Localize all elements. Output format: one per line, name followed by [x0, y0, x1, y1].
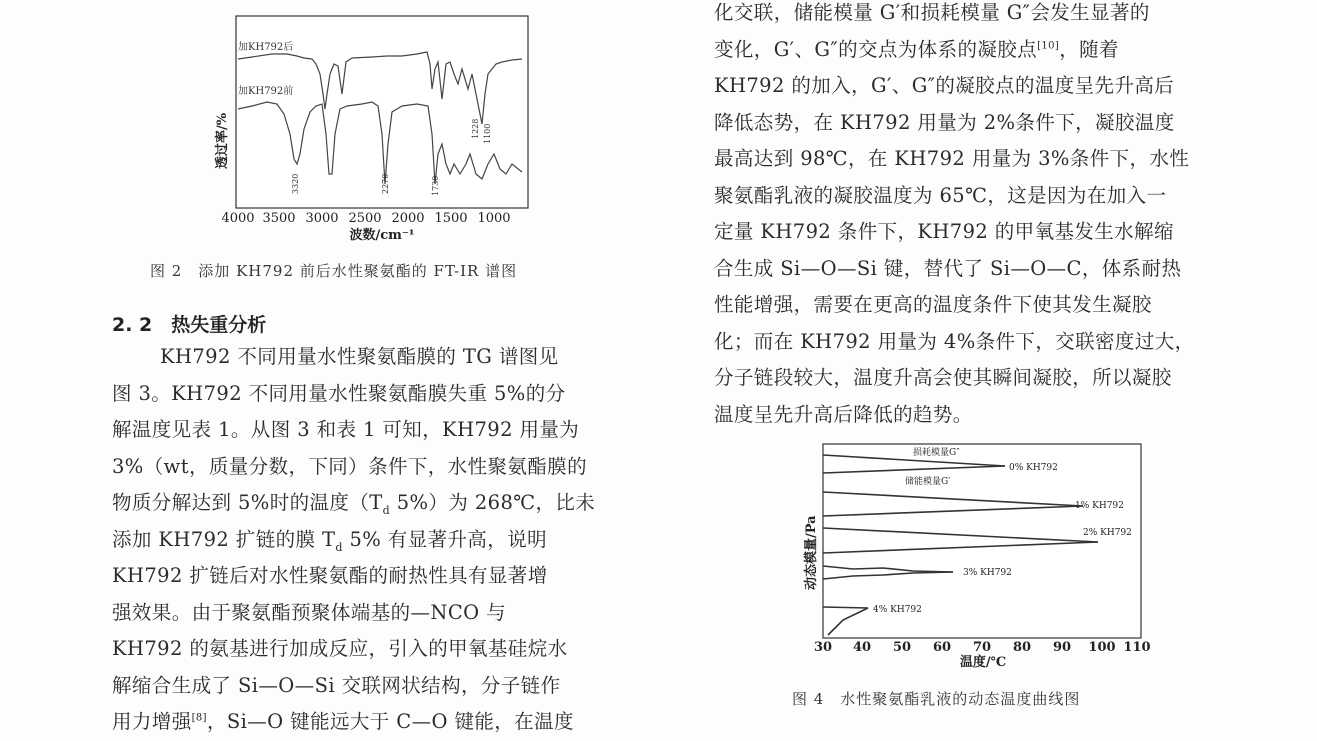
right-paragraph: [714, 0, 1244, 433]
dyn-tick: 50: [892, 640, 912, 655]
dyn-svg: [793, 440, 1153, 670]
peak-3320: 3320: [291, 173, 300, 194]
ftir-tick: 2000: [391, 211, 425, 226]
text-line: 图 3。KH792 不同用量水性聚氨酯膜失重 5%的分: [112, 381, 566, 405]
text-line: KH792 扩链后对水性聚氨酯的耐热性具有显著增: [112, 564, 548, 587]
text-line: 3%（wt，质量分数，下同）条件下，水性聚氨酯膜的: [112, 454, 587, 478]
ftir-tick: 1000: [477, 211, 511, 226]
ftir-y-label-svg: [210, 64, 234, 184]
figure-4-caption: 图 4 水性聚氨酯乳液的动态温度曲线图: [792, 690, 1081, 708]
ftir-tick: 3000: [305, 211, 339, 226]
legend-storage-modulus: 储能模量G′: [905, 477, 951, 487]
figure-4-dynamic-chart: [793, 440, 1153, 670]
text-line: 解缩合生成了 Si—O—Si 交联网状结构，分子链作: [112, 673, 561, 697]
dyn-x-label: 温度/℃: [959, 655, 1007, 670]
text-line: KH792 的氨基进行加成反应，引入的甲氧基硅烷水: [112, 637, 568, 660]
text-line: 化交联，储能模量 G′和损耗模量 G″会发生显著的: [714, 1, 1150, 24]
dyn-tick: 70: [972, 640, 992, 655]
text-line: 合生成 Si—O—Si 键，替代了 Si—O—C，体系耐热: [714, 256, 1182, 280]
ftir-tick: 2500: [348, 211, 382, 226]
text-line: 聚氨酯乳液的凝胶温度为 65℃，这是因为在加入一: [714, 183, 1167, 207]
text-line: KH792 的加入，G′、G″的凝胶点的温度呈先升高后: [714, 74, 1175, 97]
text-line: 温度呈先升高后降低的趋势。: [714, 402, 973, 426]
text-line: 解温度见表 1。从图 3 和表 1 可知，KH792 用量为: [112, 418, 580, 441]
peak-1228: 1228: [471, 118, 480, 139]
text-line: 性能增强，需要在更高的温度条件下使其发生凝胶: [714, 293, 1152, 316]
ftir-tick: 4000: [221, 211, 255, 226]
citation-10: [10]: [1037, 40, 1060, 51]
series-label-after: 加KH792后: [238, 42, 294, 53]
text-line: 强效果。由于聚氨酯预聚体端基的—NCO 与: [112, 600, 507, 624]
text-line: 降低态势，在 KH792 用量为 2%条件下，凝胶温度: [714, 110, 1175, 134]
text-line: 最高达到 98℃，在 KH792 用量为 3%条件下，水性: [714, 147, 1190, 170]
series-label-3: 3% KH792: [963, 568, 1012, 578]
section-heading: 2. 2 热失重分析: [112, 314, 267, 336]
series-label-0: 0% KH792: [1009, 463, 1058, 473]
peak-2270: 2270: [381, 173, 390, 194]
text-line: 变化，G′、G″的交点为体系的凝胶点[10]，随着: [714, 37, 1119, 61]
citation-8: [8]: [191, 712, 207, 724]
left-paragraph: [112, 339, 642, 741]
ftir-tick: 1500: [434, 211, 468, 226]
series-label-2: 2% KH792: [1083, 528, 1132, 538]
dyn-tick: 110: [1123, 640, 1151, 655]
dyn-y-label: 动态模量/Pa: [804, 515, 819, 590]
dyn-tick: 30: [813, 640, 833, 655]
dyn-tick: 40: [852, 640, 872, 655]
legend-loss-modulus: 损耗模量G″: [913, 448, 960, 458]
curve-4-upper: [823, 607, 868, 608]
peak-1730: 1730: [431, 175, 440, 196]
text-line: 分子链段较大，温度升高会使其瞬间凝胶，所以凝胶: [714, 366, 1172, 389]
dyn-tick: 80: [1012, 640, 1032, 655]
figure-2-caption: 图 2 添加 KH792 前后水性聚氨酯的 FT-IR 谱图: [150, 262, 518, 280]
text-line: 定量 KH792 条件下，KH792 的甲氧基发生水解缩: [714, 220, 1174, 243]
text-line: 物质分解达到 5%时的温度（$T_d$ 5%）为 268℃，比未: [112, 491, 596, 517]
ftir-x-label: 波数/cm⁻¹: [349, 228, 415, 243]
text-line: KH792 不同用量水性聚氨酯膜的 TG 谱图见: [160, 345, 559, 368]
text-line: 添加 KH792 扩链的膜 $T_d$ 5% 有显著升高，说明: [112, 527, 547, 554]
dyn-tick: 60: [932, 640, 952, 655]
ftir-x-ticks: [221, 211, 510, 226]
text-line: 用力增强[8]，Si—O 键能远大于 C—O 键能，在温度: [112, 710, 574, 733]
series-label-before: 加KH792前: [238, 86, 294, 97]
peak-1100: 1100: [483, 123, 492, 144]
dyn-x-ticks: [814, 640, 1151, 655]
ftir-y-label: 透过率/%: [215, 112, 230, 169]
series-label-1: 1% KH792: [1075, 501, 1124, 511]
dyn-tick: 100: [1088, 640, 1116, 655]
series-label-4: 4% KH792: [873, 605, 922, 615]
ftir-tick: 3500: [262, 211, 296, 226]
text-line: 化；而在 KH792 用量为 4%条件下，交联密度过大，: [714, 329, 1195, 353]
dyn-tick: 90: [1052, 640, 1072, 655]
figure-2-ftir-chart: [215, 14, 532, 244]
